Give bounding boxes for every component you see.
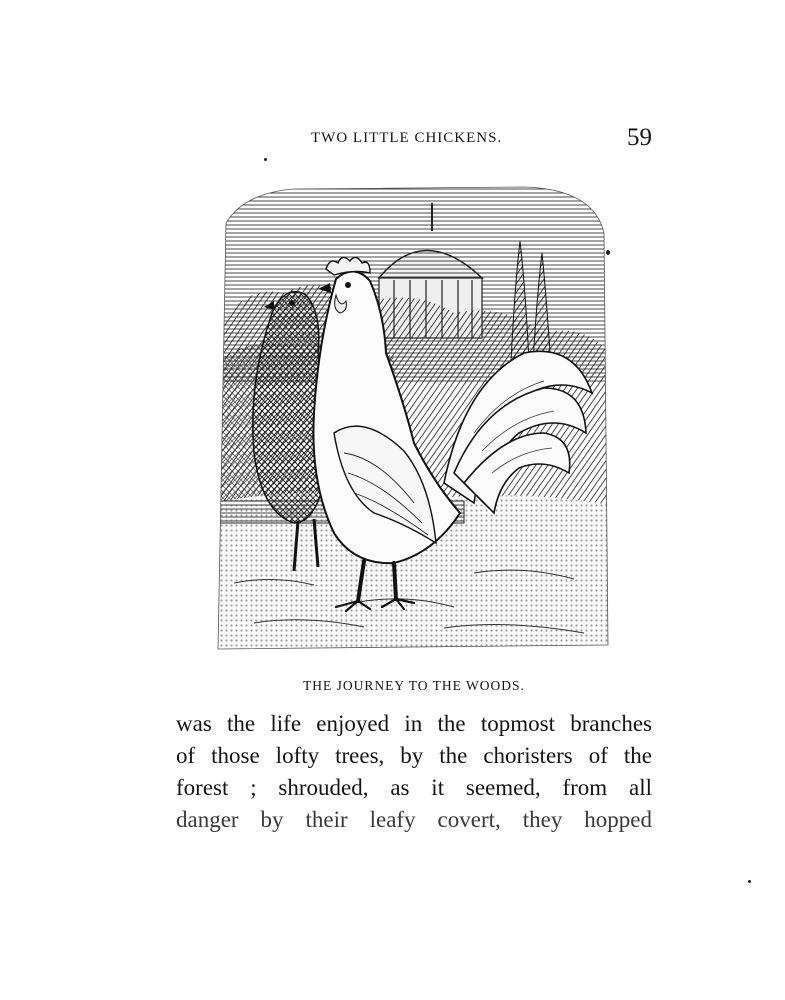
- ink-speck: [264, 158, 267, 161]
- running-head: [176, 124, 652, 152]
- text-line: danger by their leafy covert, they hopped: [176, 807, 652, 832]
- ink-speck: [748, 880, 751, 883]
- body-paragraph: [176, 708, 652, 836]
- rooster-and-hen-engraving: [214, 183, 610, 653]
- text-line: forest ; shrouded, as it seemed, from all: [176, 775, 652, 800]
- illustration-caption: THE JOURNEY TO THE WOODS.: [303, 678, 525, 693]
- engraving-illustration: [214, 183, 610, 653]
- text-line: of those lofty trees, by the choristers of the: [176, 743, 652, 768]
- text-line: was the life enjoyed in the topmost branches: [176, 711, 652, 736]
- running-title: TWO LITTLE CHICKENS.: [311, 130, 503, 146]
- page-number: 59: [627, 124, 652, 151]
